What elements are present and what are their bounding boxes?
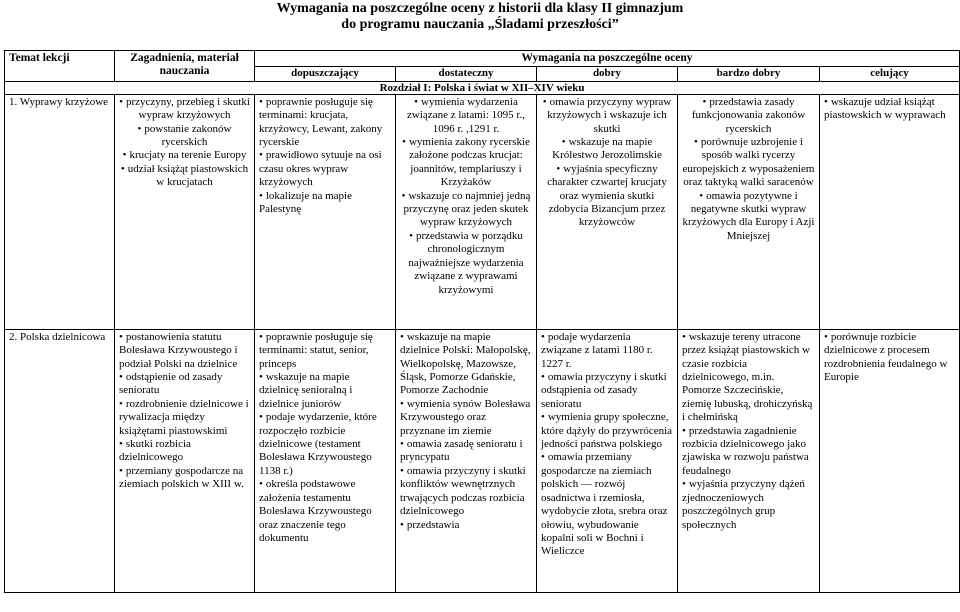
grade-dostateczny-cell <box>396 94 537 329</box>
list-item: • postanowienia statutu Bolesława Krzywoustego i podział Polski na dzielnice <box>119 331 250 371</box>
list-item: • przedstawia zagadnienie rozbicia dzielnicowego jako zjawiska w rozwoju państwa feudalnego <box>682 425 815 479</box>
table-row <box>5 94 960 329</box>
header-grade-dobry: dobry <box>537 67 678 81</box>
grade-dobry-cell <box>537 94 678 329</box>
list-item: • podaje wydarzenie, które rozpoczęło rozbicie dzielnicowe (testament Bolesława Krzywoustego 1138 r.) <box>259 411 391 478</box>
table-row <box>5 329 960 592</box>
grade-dobry-cell <box>537 329 678 592</box>
list-item: • krucjaty na terenie Europy <box>119 149 250 162</box>
list-item: • omawia pozytywne i negatywne skutki wypraw krzyżowych dla Europy i Azji Mniejszej <box>682 190 815 244</box>
header-grade-celujacy: celujący <box>820 67 960 81</box>
topic-cell: 2. Polska dzielnicowa <box>5 329 115 592</box>
list-item: • wskazuje na mapie dzielnicę senioralną i dzielnice juniorów <box>259 371 391 411</box>
header-requirements: Wymagania na poszczególne oceny <box>255 51 960 67</box>
header-topic: Temat lekcji <box>5 51 115 82</box>
topic-cell: 1. Wyprawy krzyżowe <box>5 94 115 329</box>
list-item: • przedstawia <box>400 519 532 532</box>
document-subtitle: do programu nauczania „Śladami przeszłości” <box>341 17 619 32</box>
list-item: • przedstawia w porządku chronologicznym najważniejsze wydarzenia związane z wyprawami krzyżowymi <box>400 230 532 297</box>
grade-bardzo-dobry-cell <box>678 94 820 329</box>
document-title: Wymagania na poszczególne oceny z historii dla klasy II gimnazjum <box>276 1 684 16</box>
list-item: • wyjaśnia przyczyny dążeń zjednoczeniowych poszczególnych grup społecznych <box>682 478 815 532</box>
grade-celujacy-cell <box>820 329 960 592</box>
issues-cell <box>115 329 255 592</box>
list-item: • przedstawia zasady funkcjonowania zakonów rycerskich <box>682 96 815 136</box>
list-item: • wymienia grupy społeczne, które dążyły do przywrócenia jedności państwa polskiego <box>541 411 673 451</box>
header-grade-dostateczny: dostateczny <box>396 67 537 81</box>
grade-dostateczny-cell <box>396 329 537 592</box>
list-item: • rozdrobnienie dzielnicowe i rywalizacja między książętami piastowskimi <box>119 398 250 438</box>
list-item: • wymienia zakony rycerskie założone podczas krucjat: joannitów, templariuszy i Krzyżaków <box>400 136 532 190</box>
section-heading: Rozdział I: Polska i świat w XII–XIV wieku <box>5 81 960 94</box>
requirements-table <box>4 50 960 593</box>
list-item: • porównuje rozbicie dzielnicowe z procesem rozdrobnienia feudalnego w Europie <box>824 331 955 385</box>
list-item: • omawia zasadę senioratu i pryncypatu <box>400 438 532 465</box>
list-item: • porównuje uzbrojenie i sposób walki rycerzy europejskich z wyposażeniem oraz taktyką walki saracenów <box>682 136 815 190</box>
list-item: • odstąpienie od zasady senioratu <box>119 371 250 398</box>
list-item: • skutki rozbicia dzielnicowego <box>119 438 250 465</box>
list-item: • określa podstawowe założenia testamentu Bolesława Krzywoustego oraz znaczenie tego dokumentu <box>259 478 391 545</box>
list-item: • wymienia wydarzenia związane z latami: 1095 r., 1096 r. ,1291 r. <box>400 96 532 136</box>
list-item: • omawia przyczyny wypraw krzyżowych i wskazuje ich skutki <box>541 96 673 136</box>
grade-bardzo-dobry-cell <box>678 329 820 592</box>
header-grade-bardzo-dobry: bardzo dobry <box>678 67 820 81</box>
header-grade-dopuszczajacy: dopuszczający <box>255 67 396 81</box>
list-item: • wskazuje co najmniej jedną przyczynę oraz jeden skutek wypraw krzyżowych <box>400 190 532 230</box>
list-item: • omawia przyczyny i skutki konfliktów wewnętrznych trwających podczas rozbicia dzielnicowego <box>400 465 532 519</box>
list-item: • podaje wydarzenia związane z latami 1180 r. 1227 r. <box>541 331 673 371</box>
grade-dopuszczajacy-cell <box>255 94 396 329</box>
list-item: • udział książąt piastowskich w krucjatach <box>119 163 250 190</box>
list-item: • wskazuje na mapie Królestwo Jerozolimskie <box>541 136 673 163</box>
list-item: • przyczyny, przebieg i skutki wypraw krzyżowych <box>119 96 250 123</box>
list-item: • lokalizuje na mapie Palestynę <box>259 190 391 217</box>
list-item: • omawia przyczyny i skutki odstąpienia od zasady senioratu <box>541 371 673 411</box>
list-item: • poprawnie posługuje się terminami: statut, senior, princeps <box>259 331 391 371</box>
list-item: • wskazuje na mapie dzielnice Polski: Małopolskę, Wielkopolskę, Mazowsze, Śląsk, Pomorze Gdańskie, Pomorze Zachodnie <box>400 331 532 398</box>
list-item: • wymienia synów Bolesława Krzywoustego oraz przyznane im ziemie <box>400 398 532 438</box>
list-item: • wskazuje udział książąt piastowskich w wyprawach <box>824 96 955 123</box>
list-item: • prawidłowo sytuuje na osi czasu okres wypraw krzyżowych <box>259 149 391 189</box>
list-item: • wyjaśnia specyficzny charakter czwartej krucjaty oraz wymienia skutki zdobycia Bizancjum przez krzyżowców <box>541 163 673 230</box>
header-issues: Zagadnienia, materiał nauczania <box>115 51 255 82</box>
list-item: • przemiany gospodarcze na ziemiach polskich w XIII w. <box>119 465 250 492</box>
grade-celujacy-cell <box>820 94 960 329</box>
list-item: • powstanie zakonów rycerskich <box>119 123 250 150</box>
list-item: • wskazuje tereny utracone przez książąt piastowskich w czasie rozbicia dzielnicowego, m.in. Pomorze Szczecińskie, ziemię lubuską, drohiczyńską i chełmińską <box>682 331 815 425</box>
list-item: • omawia przemiany gospodarcze na ziemiach polskich — rozwój osadnictwa i rzemiosła, wydobycie złota, srebra oraz ołowiu, wybudowanie kopalni soli w Bochni i Wieliczce <box>541 451 673 558</box>
issues-cell <box>115 94 255 329</box>
list-item: • poprawnie posługuje się terminami: krucjata, krzyżowcy, Lewant, zakony rycerskie <box>259 96 391 150</box>
grade-dopuszczajacy-cell <box>255 329 396 592</box>
